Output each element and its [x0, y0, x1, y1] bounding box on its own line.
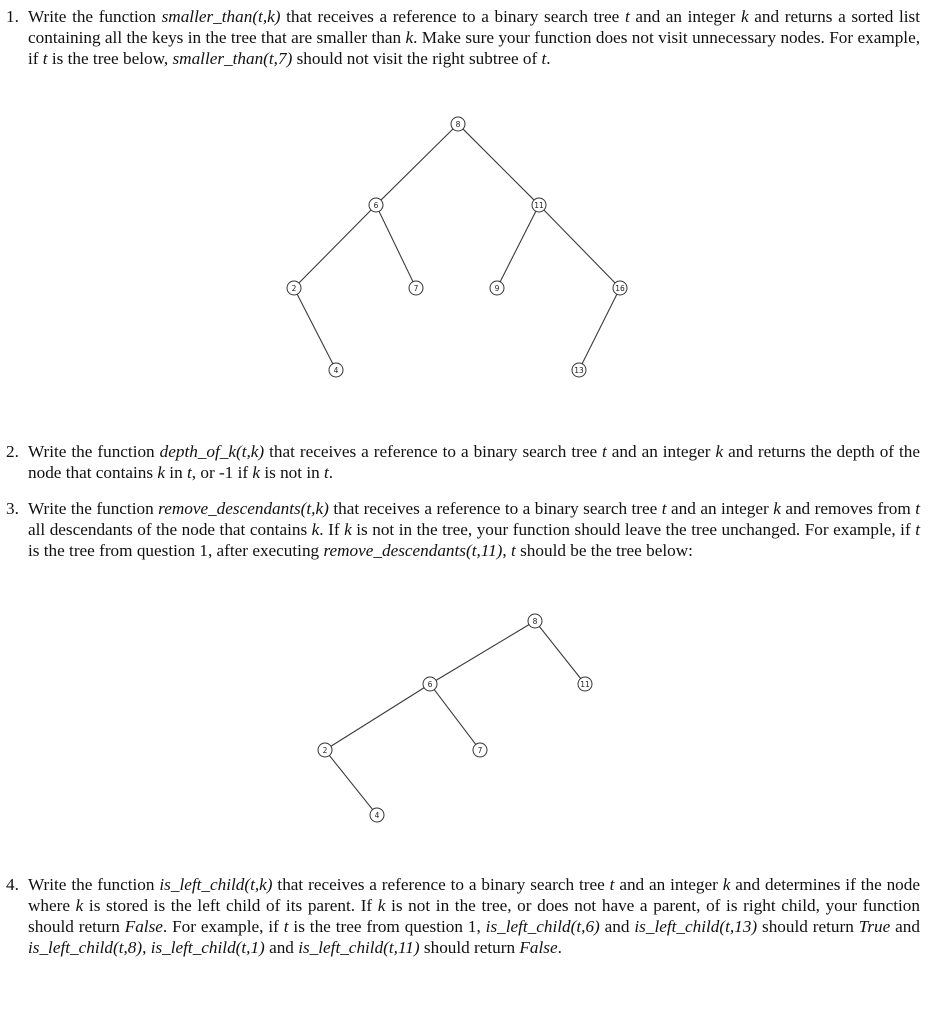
text-run: . [557, 938, 562, 957]
text-run: and an integer [614, 875, 723, 894]
question-text [28, 874, 920, 958]
node-label: 6 [373, 201, 379, 210]
math-term: smaller_than(t,7) [172, 49, 293, 68]
math-term: t [661, 499, 667, 518]
text-run: is not in [260, 463, 324, 482]
math-term: k [405, 28, 414, 47]
text-run: and determines if the node where [28, 875, 921, 915]
math-term: t [186, 463, 192, 482]
question-text [28, 6, 920, 69]
text-run: , [142, 938, 151, 957]
text-run: is the tree from question 1, [288, 917, 486, 936]
text-run: and removes from [780, 499, 916, 518]
tree-node [528, 614, 542, 628]
text-run: should be the tree below: [515, 541, 693, 560]
tree-edge [331, 688, 424, 747]
math-term: k [311, 520, 320, 539]
text-run: is the tree below, [47, 49, 173, 68]
tree-node [578, 677, 592, 691]
text-run: and an integer [606, 442, 716, 461]
math-term: depth_of_k(t,k) [159, 442, 265, 461]
math-term: t [324, 463, 329, 482]
tree-edge [500, 211, 536, 282]
math-term: t [602, 442, 607, 461]
tree-node [490, 281, 504, 295]
math-term: False [519, 938, 558, 957]
tree-edge [381, 129, 453, 200]
tree-node [329, 363, 343, 377]
tree-node [532, 198, 546, 212]
node-label: 8 [455, 120, 461, 129]
text-run: . If [319, 520, 345, 539]
math-term: t [511, 541, 516, 560]
node-label: 13 [574, 366, 584, 375]
node-label: 7 [477, 746, 483, 755]
question-text [28, 441, 920, 483]
tree-node [423, 677, 437, 691]
text-run: . [328, 463, 334, 482]
text-run: Write the function [28, 499, 159, 518]
math-term: False [124, 917, 163, 936]
question-number: 2. [6, 442, 19, 461]
math-term: t [609, 875, 615, 894]
math-term: t [915, 499, 920, 518]
text-run: Write the function [28, 442, 160, 461]
tree-node [318, 743, 332, 757]
math-term: k [344, 520, 352, 539]
math-term: k [715, 442, 724, 461]
text-run: and returns a sorted list containing all the keys in the tree that are smaller than [28, 7, 920, 47]
text-run: Write the function [28, 7, 162, 26]
math-term: k [741, 7, 749, 26]
math-term: remove_descendants(t,11) [323, 541, 503, 560]
question-text [28, 498, 920, 561]
text-run: that receives a reference to a binary search tree [328, 499, 662, 518]
text-run: that receives a reference to a binary search tree [280, 7, 625, 26]
node-label: 11 [534, 201, 544, 210]
node-label: 11 [580, 680, 590, 689]
text-run: and returns the depth of the node that contains [28, 442, 920, 482]
math-term: k [252, 463, 261, 482]
node-label: 7 [413, 284, 419, 293]
tree-edge [297, 294, 333, 364]
math-term: t [42, 49, 48, 68]
text-run: and an integer [666, 499, 774, 518]
tree-node [613, 281, 627, 295]
tree-edge [299, 210, 371, 283]
math-term: smaller_than(t,k) [161, 7, 281, 26]
text-run: Write the function [28, 875, 160, 894]
text-run: is stored is the left child of its parent. If [83, 896, 378, 915]
text-run: is not in the tree, or does not have a parent, of is right child, your function should return [28, 896, 920, 936]
node-label: 16 [615, 284, 625, 293]
math-term: True [858, 917, 891, 936]
question-number: 4. [6, 875, 19, 894]
text-run: and an integer [629, 7, 741, 26]
math-term: t [624, 7, 630, 26]
tree-diagram-question-3 [0, 600, 951, 840]
tree-node [369, 198, 383, 212]
node-label: 2 [322, 746, 328, 755]
text-run: all descendants of the node that contains [28, 520, 312, 539]
math-term: k [377, 896, 386, 915]
text-run: that receives a reference to a binary search tree [272, 875, 610, 894]
question-2 [6, 441, 920, 483]
node-label: 9 [494, 284, 500, 293]
math-term: k [75, 896, 84, 915]
text-run: should return [419, 938, 520, 957]
tree-node [370, 808, 384, 822]
text-run: . For example, if [162, 917, 284, 936]
node-label: 4 [333, 366, 339, 375]
math-term: is_left_child(t,k) [159, 875, 273, 894]
question-1 [6, 6, 920, 69]
tree-node [572, 363, 586, 377]
math-term: is_left_child(t,8) [28, 938, 143, 957]
tree-edge [436, 625, 529, 681]
math-term: is_left_child(t,13) [634, 917, 758, 936]
math-term: is_left_child(t,1) [150, 938, 265, 957]
text-run: and [890, 917, 920, 936]
math-term: t [283, 917, 289, 936]
math-term: t [541, 49, 547, 68]
text-run: . Make sure your function does not visit unnecessary nodes. For example, if [28, 28, 921, 68]
tree-edge [329, 755, 372, 809]
math-term: k [722, 875, 731, 894]
text-run: that receives a reference to a binary search tree [264, 442, 603, 461]
text-run: should not visit the right subtree of [292, 49, 542, 68]
tree-edge [539, 626, 580, 678]
tree-edge [434, 690, 476, 745]
text-run: is not in the tree, your function should leave the tree unchanged. For example, if [351, 520, 916, 539]
math-term: k [157, 463, 165, 482]
node-label: 6 [427, 680, 433, 689]
question-number: 1. [6, 7, 19, 26]
tree-edge [582, 294, 617, 363]
tree-node [473, 743, 487, 757]
question-3 [6, 498, 920, 561]
text-run: is the tree from question 1, after executing [28, 541, 324, 560]
tree-diagram-question-1 [0, 100, 951, 400]
math-term: is_left_child(t,6) [485, 917, 600, 936]
node-label: 8 [532, 617, 538, 626]
text-run: , or -1 if [191, 463, 253, 482]
question-4 [6, 874, 920, 958]
text-run: should return [757, 917, 859, 936]
tree-edge [379, 211, 413, 281]
text-run: and [599, 917, 635, 936]
math-term: is_left_child(t,11) [298, 938, 420, 957]
math-term: k [773, 499, 781, 518]
question-number: 3. [6, 499, 19, 518]
node-label: 4 [374, 811, 380, 820]
tree-node [287, 281, 301, 295]
tree-node [451, 117, 465, 131]
math-term: remove_descendants(t,k) [158, 499, 329, 518]
tree-edge [544, 210, 615, 283]
text-run: and [264, 938, 299, 957]
tree-edge [463, 129, 534, 200]
node-label: 2 [291, 284, 297, 293]
math-term: t [915, 520, 920, 539]
tree-node [409, 281, 423, 295]
text-run: in [165, 463, 187, 482]
text-run: . [546, 49, 551, 68]
text-run: , [502, 541, 512, 560]
